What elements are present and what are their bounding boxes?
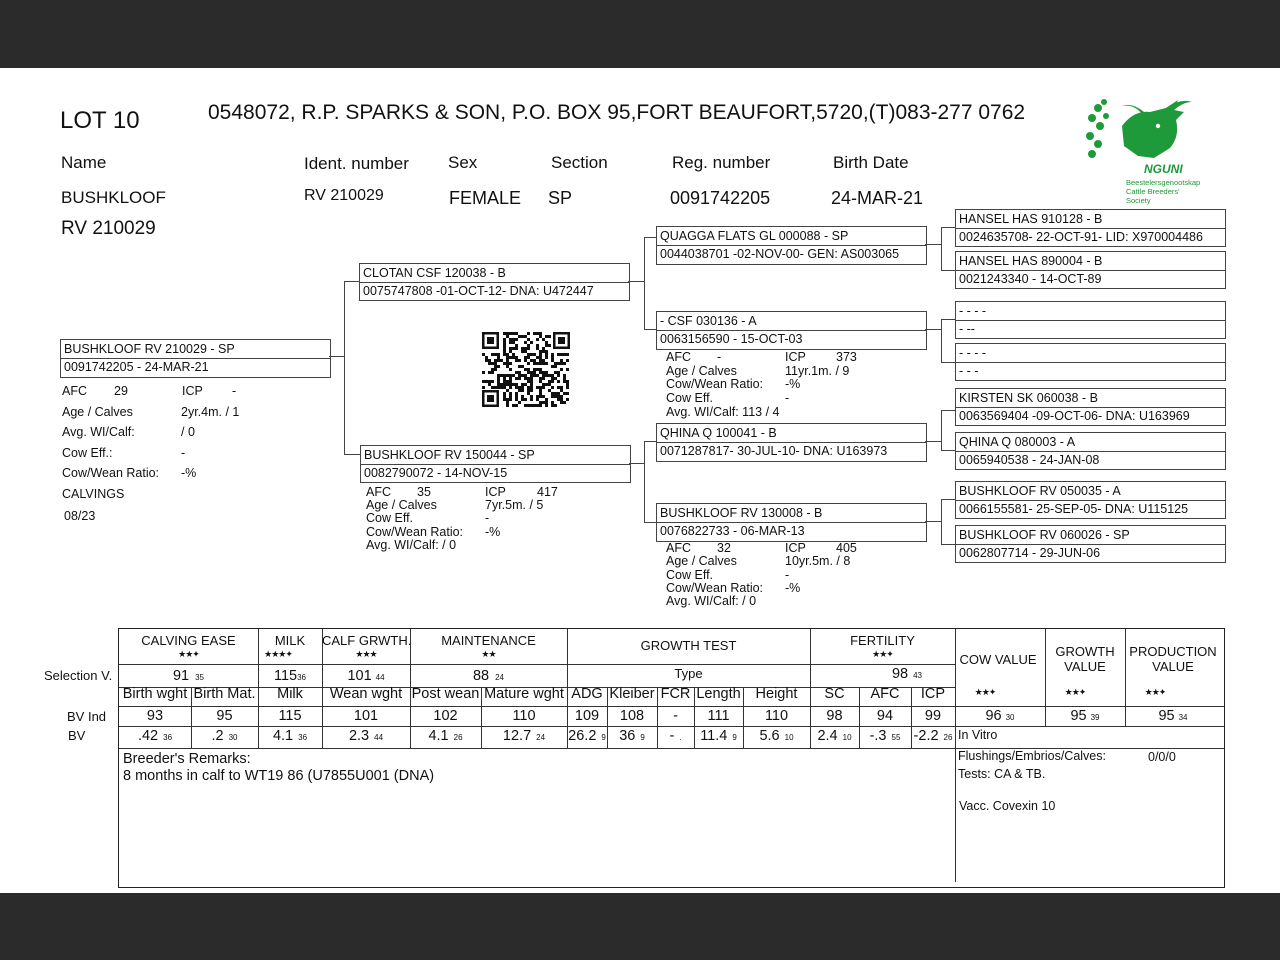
bv-number: .42: [137, 728, 159, 744]
bv-number: 5.6: [759, 728, 780, 744]
dam-cow-eff-label: Cow Eff.: [366, 511, 414, 526]
hdr-production-value-1: PRODUCTION: [1129, 644, 1217, 659]
dam-cow-eff-value: -: [485, 511, 490, 526]
sire-sire-box: [656, 226, 927, 265]
sel-fert-acc: 43: [913, 671, 923, 680]
stars-fertility: ★★✦: [872, 649, 893, 659]
gg-reg: - --: [959, 322, 975, 336]
animal-ident: RV 210029: [304, 187, 384, 204]
logo-brand: NGUNI: [1144, 162, 1183, 176]
gg-box: [955, 525, 1226, 563]
bv-number: 11.4: [700, 728, 728, 744]
sel-milk-acc: 36: [297, 673, 307, 682]
gg-title: BUSHKLOOF RV 060026 - SP: [959, 528, 1130, 542]
bv-number: -2.2: [913, 728, 939, 744]
growth-value-num: 95: [1070, 708, 1087, 724]
gg-reg: 0021243340 - 14-OCT-89: [959, 272, 1102, 286]
bv-accuracy: 55: [891, 733, 901, 742]
gg-box: [955, 432, 1226, 470]
bv-ind-value: 95: [216, 708, 233, 724]
sd-wi: Avg. WI/Calf: 113 / 4: [666, 404, 780, 419]
bv-ind-value: -: [673, 708, 678, 724]
in-vitro: In Vitro: [958, 728, 998, 742]
connector: [941, 319, 956, 363]
animal-sex: FEMALE: [449, 188, 522, 208]
bv-accuracy: 26: [453, 733, 463, 742]
connector: [925, 521, 941, 522]
connector: [925, 441, 941, 442]
sel-fert-value: 98: [891, 666, 909, 682]
dam-box: [360, 445, 631, 483]
flush-label: Flushings/Embrios/Calves:: [958, 749, 1106, 763]
bv-ind-value: 110: [764, 708, 789, 724]
dd-age-label: Age / Calves: [666, 554, 737, 569]
sd-cwr-value: -%: [785, 377, 801, 392]
animal-name-2: RV 210029: [61, 218, 156, 239]
col-header: Wean wght: [329, 686, 403, 702]
gg-title: KIRSTEN SK 060038 - B: [959, 391, 1098, 405]
wi-label: Avg. WI/Calf:: [62, 425, 135, 439]
label-section: Section: [551, 153, 608, 172]
col-header: FCR: [660, 686, 691, 702]
dd-icp-value: 405: [836, 541, 857, 555]
bv-value: [410, 728, 481, 744]
bv-ind-value: 99: [924, 708, 942, 724]
production-value-num: 95: [1158, 708, 1175, 724]
age-calves-label: Age / Calves: [62, 404, 133, 419]
stars-milk: ★★★✦: [264, 649, 292, 659]
stars-production-value: ★★✦: [1144, 687, 1166, 697]
gg-title: - - - -: [959, 304, 987, 318]
growth-value: [1045, 708, 1125, 724]
vaccination-text: Vacc. Covexin 10: [959, 799, 1056, 813]
gg-title: - - - -: [959, 346, 987, 360]
bv-number: 4.1: [272, 728, 294, 744]
dd-cow-eff-label: Cow Eff.: [666, 567, 714, 582]
col-header: ICP: [920, 686, 946, 702]
bv-number: 4.1: [428, 728, 449, 744]
afc-label: AFC: [62, 384, 87, 398]
afc-value: 29: [114, 384, 128, 398]
icp-label: ICP: [182, 384, 203, 398]
animal-name: BUSHKLOOF: [61, 188, 166, 207]
sel-calving-value: 91: [172, 668, 190, 684]
animal-reg: 0091742205: [670, 188, 771, 208]
row-label-bvind: BV Ind: [67, 709, 107, 724]
bv-value: [694, 728, 743, 744]
calvings-label: CALVINGS: [62, 486, 125, 501]
bv-ind-value: 109: [574, 708, 600, 724]
animal-stats: [62, 381, 322, 526]
dam-icp-label: ICP: [485, 485, 506, 499]
bv-number: 2.4: [817, 728, 838, 744]
animal-box-title: BUSHKLOOF RV 210029 - SP: [64, 342, 235, 356]
bv-value: [119, 728, 191, 744]
bv-value: [322, 728, 410, 744]
sd-age-value: 11yr.1m. / 9: [785, 363, 850, 378]
logo-line1: Beestelersgenootskap: [1126, 178, 1201, 187]
dam-sire-box: [656, 423, 927, 462]
sel-maint-acc: 24: [495, 673, 505, 682]
breeding-values-table: [118, 628, 1225, 888]
dd-age-value: 10yr.5m. / 8: [785, 554, 851, 569]
sel-calving: [119, 668, 258, 684]
ds-title: QHINA Q 100041 - B: [660, 426, 777, 440]
label-reg: Reg. number: [672, 153, 771, 172]
bv-ind-value: 102: [433, 708, 458, 724]
production-value: [1125, 708, 1221, 724]
hdr-growth-value-1: GROWTH: [1055, 644, 1115, 659]
col-header: Kleiber: [609, 686, 655, 702]
wi-value: / 0: [181, 425, 195, 439]
dd-icp-label: ICP: [785, 541, 806, 555]
row-label-bv: BV: [68, 728, 86, 743]
gg-reg: 0066155581- 25-SEP-05- DNA: U115125: [959, 502, 1189, 516]
production-value-acc: 34: [1178, 713, 1188, 722]
dam-cwr-label: Cow/Wean Ratio:: [366, 524, 464, 539]
sd-title: - CSF 030136 - A: [660, 314, 757, 328]
gg-title: HANSEL HAS 890004 - B: [959, 254, 1103, 268]
bv-accuracy: 9: [732, 733, 737, 742]
flush-value: 0/0/0: [1148, 750, 1176, 764]
bv-value: [743, 728, 810, 744]
bv-value: [258, 728, 322, 744]
label-birth: Birth Date: [833, 153, 909, 172]
bv-value: [859, 728, 911, 744]
dd-cwr-label: Cow/Wean Ratio:: [666, 580, 764, 595]
dam-title: BUSHKLOOF RV 150044 - SP: [364, 448, 535, 462]
connector: [941, 410, 956, 451]
remarks-label: Breeder's Remarks:: [123, 751, 251, 767]
connector: [629, 463, 644, 464]
animal-box-reg: 0091742205 - 24-MAR-21: [64, 360, 209, 374]
bv-accuracy: 24: [536, 733, 546, 742]
bv-value: [911, 728, 955, 744]
hdr-milk: MILK: [274, 633, 306, 648]
sel-maint-value: 88: [472, 668, 490, 684]
dd-reg: 0076822733 - 06-MAR-13: [660, 524, 805, 538]
bv-accuracy: 44: [374, 733, 384, 742]
bv-number: .2: [211, 728, 224, 744]
bv-accuracy: 9: [640, 733, 645, 742]
sire-title: CLOTAN CSF 120038 - B: [363, 266, 506, 280]
bv-value: [607, 728, 657, 744]
gg-title: QHINA Q 080003 - A: [959, 435, 1076, 449]
gg-box: [955, 388, 1226, 426]
sd-cow-eff-label: Cow Eff.: [666, 391, 714, 406]
cow-eff-label: Cow Eff.:: [62, 445, 113, 460]
gg-box: [955, 481, 1226, 519]
animal-birth: 24-MAR-21: [831, 188, 924, 208]
col-header: Length: [696, 686, 741, 702]
sel-calving-acc: 35: [195, 673, 205, 682]
owner-line: 0548072, R.P. SPARKS & SON, P.O. BOX 95,FORT BEAUFORT,5720,(T)083-277 0762: [208, 101, 1026, 124]
label-name: Name: [61, 153, 107, 172]
icp-value: -: [232, 384, 237, 398]
connector: [925, 244, 941, 245]
sire-box: [359, 263, 630, 301]
sel-fert: [859, 666, 955, 682]
bv-ind-value: 93: [146, 708, 164, 724]
age-calves-value: 2yr.4m. / 1: [181, 404, 240, 419]
nguni-logo: [1084, 96, 1204, 205]
bv-ind-value: 111: [707, 708, 730, 724]
sel-milk: [258, 668, 322, 684]
sd-cow-eff-value: -: [785, 391, 790, 406]
connector: [329, 356, 344, 357]
sd-icp-value: 373: [836, 350, 857, 364]
dam-age-value: 7yr.5m. / 5: [485, 498, 544, 513]
bv-number: 12.7: [502, 728, 532, 744]
lot-number: LOT 10: [60, 107, 140, 134]
dd-afc-value: 32: [717, 541, 731, 555]
bv-number: 36: [619, 728, 636, 744]
sel-maint: [410, 668, 567, 684]
nguni-bull-icon: [1084, 96, 1204, 166]
hdr-type: Type: [674, 666, 703, 681]
bv-ind-value: 115: [278, 708, 302, 724]
bv-accuracy: 10: [784, 733, 794, 742]
bv-ind-value: 101: [353, 708, 379, 724]
tests-text: Tests: CA & TB.: [958, 767, 1046, 781]
remarks-text: 8 months in calf to WT19 86 (U7855U001 (DNA): [123, 768, 435, 784]
bv-value: [657, 728, 694, 744]
col-header: Height: [755, 686, 798, 702]
col-header: Post wean: [411, 686, 480, 702]
hdr-growth-test: GROWTH TEST: [640, 638, 737, 653]
bv-value: [191, 728, 258, 744]
label-ident: Ident. number: [304, 154, 409, 173]
animal-section: SP: [548, 188, 573, 208]
sd-afc-label: AFC: [666, 350, 691, 364]
sel-calf-value: 101: [347, 668, 372, 684]
dd-title: BUSHKLOOF RV 130008 - B: [660, 506, 823, 520]
sel-calf-acc: 44: [375, 673, 385, 682]
sd-icp-label: ICP: [785, 350, 806, 364]
bottom-dark-bar: [0, 893, 1280, 960]
stars-calving-ease: ★★✦: [178, 649, 199, 659]
stars-calf-growth: ★★★: [355, 649, 377, 659]
gg-reg: 0024635708- 22-OCT-91- LID: X970004486: [959, 230, 1203, 244]
connector: [628, 281, 644, 282]
bv-value: [481, 728, 567, 744]
bv-ind-value: 94: [876, 708, 894, 724]
hdr-calf-growth: CALF GRWTH.: [322, 633, 412, 648]
dam-afc-label: AFC: [366, 485, 391, 499]
ds-reg: 0071287817- 30-JUL-10- DNA: U163973: [660, 444, 888, 458]
dam-icp-value: 417: [537, 485, 558, 499]
gg-reg: - - -: [959, 364, 979, 378]
row-label-selection: Selection V.: [44, 668, 113, 683]
dam-stats: [366, 486, 626, 552]
connector: [941, 227, 956, 271]
sel-calf: [322, 668, 410, 684]
sd-stats: [666, 351, 916, 419]
cwr-value: -%: [181, 466, 197, 480]
dd-stats: [666, 542, 916, 608]
cow-value-num: 96: [985, 708, 1002, 724]
gg-reg: 0065940538 - 24-JAN-08: [959, 453, 1100, 467]
bv-accuracy: 26: [943, 733, 953, 742]
dam-age-label: Age / Calves: [366, 498, 437, 513]
animal-pedigree-box: [60, 339, 331, 378]
bv-accuracy: 36: [163, 733, 173, 742]
bv-accuracy: 9: [601, 733, 606, 742]
hdr-maintenance: MAINTENANCE: [441, 633, 536, 648]
sire-reg: 0075747808 -01-OCT-12- DNA: U472447: [363, 284, 594, 298]
stars-cow-value: ★★✦: [974, 687, 996, 697]
col-header: SC: [824, 686, 845, 702]
bv-number: 2.3: [348, 728, 370, 744]
cow-value-acc: 30: [1005, 713, 1015, 722]
dam-wi: Avg. WI/Calf: / 0: [366, 537, 457, 552]
hdr-production-value-2: VALUE: [1152, 659, 1194, 674]
bv-accuracy: .: [679, 733, 682, 742]
gg-box: [955, 251, 1226, 289]
cow-value: [955, 708, 1045, 724]
sd-age-label: Age / Calves: [666, 363, 737, 378]
col-header: Birth Mat.: [193, 686, 256, 702]
top-dark-bar: [0, 0, 1280, 68]
dam-cwr-value: -%: [485, 524, 501, 539]
col-header: ADG: [571, 686, 603, 702]
sd-reg: 0063156590 - 15-OCT-03: [660, 332, 803, 346]
bv-number: -.3: [869, 728, 887, 744]
qr-code: [482, 332, 570, 407]
calvings-value: 08/23: [64, 508, 96, 523]
gg-title: BUSHKLOOF RV 050035 - A: [959, 484, 1121, 498]
ss-reg: 0044038701 -02-NOV-00- GEN: AS003065: [660, 247, 900, 261]
dd-cwr-value: -%: [785, 580, 801, 595]
sire-dam-box: [656, 311, 927, 350]
bv-ind-value: 108: [619, 708, 645, 724]
bv-ind-value: 98: [826, 708, 843, 724]
gg-reg: 0063569404 -09-OCT-06- DNA: U163969: [959, 409, 1190, 423]
gg-reg: 0062807714 - 29-JUN-06: [959, 546, 1101, 560]
sd-afc-value: -: [717, 350, 722, 364]
dam-dam-box: [656, 503, 927, 542]
connector: [925, 329, 941, 330]
hdr-fertility: FERTILITY: [850, 633, 915, 648]
dam-afc-value: 35: [417, 485, 431, 499]
gg-box: [955, 343, 1226, 381]
col-header: Mature wght: [484, 686, 564, 702]
stars-growth-value: ★★✦: [1064, 687, 1086, 697]
growth-value-acc: 39: [1090, 713, 1100, 722]
bv-accuracy: 10: [842, 733, 852, 742]
sel-milk-value: 115: [273, 668, 298, 684]
col-header: AFC: [870, 686, 900, 702]
dd-afc-label: AFC: [666, 541, 691, 555]
hdr-calving-ease: CALVING EASE: [141, 633, 236, 648]
bv-number: 26.2: [568, 728, 597, 744]
connector: [941, 499, 956, 545]
logo-line2: Cattle Breeders' Society: [1126, 187, 1180, 205]
col-header: Birth wght: [122, 686, 188, 702]
dd-cow-eff-value: -: [785, 567, 790, 582]
bv-accuracy: 36: [298, 733, 308, 742]
connector: [344, 281, 360, 455]
gg-box: [955, 301, 1226, 339]
col-header: Milk: [277, 686, 303, 702]
hdr-cow-value: COW VALUE: [959, 652, 1037, 667]
cwr-label: Cow/Wean Ratio:: [62, 466, 160, 480]
sd-cwr-label: Cow/Wean Ratio:: [666, 377, 764, 392]
bv-number: -: [669, 728, 675, 744]
gg-title: HANSEL HAS 910128 - B: [959, 212, 1103, 226]
cow-eff-value: -: [181, 445, 186, 460]
bv-ind-value: 110: [512, 708, 536, 724]
dd-wi: Avg. WI/Calf: / 0: [666, 594, 757, 609]
hdr-growth-value-2: VALUE: [1064, 659, 1106, 674]
bv-accuracy: 30: [228, 733, 238, 742]
ss-title: QUAGGA FLATS GL 000088 - SP: [660, 229, 849, 243]
bv-value: [567, 728, 607, 744]
bv-value: [810, 728, 859, 744]
dam-reg: 0082790072 - 14-NOV-15: [364, 466, 508, 480]
gg-box: [955, 209, 1226, 247]
label-sex: Sex: [448, 153, 478, 172]
stars-maintenance: ★★: [481, 649, 496, 659]
